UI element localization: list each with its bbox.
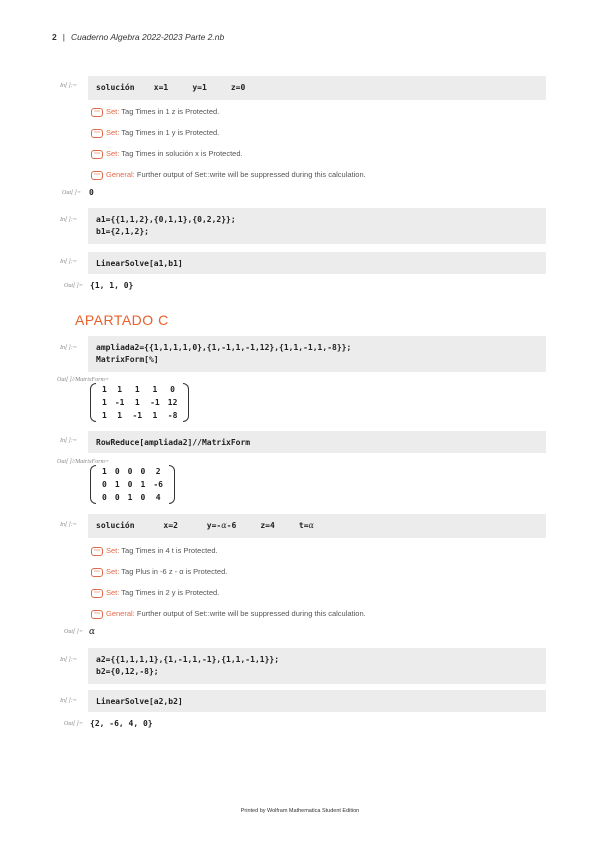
message-line bbox=[91, 170, 366, 180]
header-separator: | bbox=[62, 32, 65, 42]
matrix-output-ampliada2 bbox=[90, 383, 189, 422]
message-text: Tag Times in solución x is Protected. bbox=[119, 149, 243, 158]
matrix-row bbox=[98, 465, 167, 478]
in-label: In[ ]:= bbox=[60, 657, 77, 663]
matrix-cell: 0 bbox=[102, 480, 107, 489]
matrix-cell: 1 bbox=[102, 411, 107, 420]
output-cell: 0 bbox=[89, 188, 94, 197]
message-tag: Set: bbox=[106, 546, 120, 555]
matrix-cell: -1 bbox=[150, 398, 160, 407]
out-label: Out[ ]= bbox=[64, 283, 83, 289]
matrix-cell: 0 bbox=[127, 480, 133, 489]
message-tag: Set: bbox=[106, 588, 120, 597]
message-tag: Set: bbox=[106, 107, 120, 116]
matrix-cell: 1 bbox=[134, 385, 140, 394]
matrix-cell: 1 bbox=[152, 411, 158, 420]
message-line bbox=[91, 588, 219, 598]
input-cell-linearsolve-1[interactable]: LinearSolve[a1,b1] bbox=[88, 252, 546, 274]
matrix-cell: 4 bbox=[155, 493, 161, 502]
out-matrix-label: Out[ ]//MatrixForm= bbox=[57, 459, 109, 465]
message-line bbox=[91, 609, 366, 619]
message-dots-icon[interactable]: ⋯ bbox=[91, 610, 103, 619]
page-footer: Printed by Wolfram Mathematica Student Edition bbox=[240, 808, 360, 814]
matrix-row bbox=[98, 478, 167, 491]
message-line bbox=[91, 567, 227, 577]
matrix-cell: 1 bbox=[140, 480, 146, 489]
matrix-cell: 0 bbox=[102, 493, 107, 502]
message-dots-icon[interactable]: ⋯ bbox=[91, 568, 103, 577]
message-text: Further output of Set::write will be suppressed during this calculation. bbox=[134, 609, 366, 618]
message-text: Tag Times in 4 t is Protected. bbox=[119, 546, 218, 555]
in-label: In[ ]:= bbox=[60, 522, 77, 528]
matrix-cell: 0 bbox=[114, 467, 120, 476]
message-line bbox=[91, 546, 218, 556]
right-bracket bbox=[169, 465, 175, 504]
matrix-row bbox=[98, 396, 181, 409]
out-label: Out[ ]= bbox=[64, 721, 83, 727]
output-cell: {1, 1, 0} bbox=[90, 281, 134, 290]
matrix-cell: -1 bbox=[132, 411, 143, 420]
page-number: 2 bbox=[52, 32, 57, 42]
input-cell-solucion-2[interactable] bbox=[88, 514, 546, 538]
in-label: In[ ]:= bbox=[60, 698, 77, 704]
message-line bbox=[91, 128, 219, 138]
message-line bbox=[91, 107, 219, 117]
alpha-symbol: α bbox=[308, 521, 314, 530]
matrix-cell: 1 bbox=[102, 398, 107, 407]
in-label: In[ ]:= bbox=[60, 259, 77, 265]
matrix-cell: 0 bbox=[170, 385, 175, 394]
message-dots-icon[interactable]: ⋯ bbox=[91, 589, 103, 598]
message-tag: General: bbox=[106, 609, 135, 618]
matrix-cell: 1 bbox=[134, 398, 140, 407]
message-tag: General: bbox=[106, 170, 135, 179]
out-matrix-label: Out[ ]//MatrixForm= bbox=[57, 377, 109, 383]
message-dots-icon[interactable]: ⋯ bbox=[91, 108, 103, 117]
output-cell: {2, -6, 4, 0} bbox=[90, 719, 153, 728]
message-text: Further output of Set::write will be suppressed during this calculation. bbox=[134, 170, 366, 179]
matrix-cell: 1 bbox=[117, 411, 123, 420]
in-label: In[ ]:= bbox=[60, 345, 77, 351]
matrix-cell: 0 bbox=[114, 493, 120, 502]
matrix-row bbox=[98, 491, 167, 504]
input-text-part: solución x=2 y=- bbox=[96, 521, 222, 530]
left-bracket bbox=[90, 465, 96, 504]
input-cell-linearsolve-2[interactable]: LinearSolve[a2,b2] bbox=[88, 690, 546, 712]
matrix-table bbox=[98, 383, 181, 422]
matrix-cell: 1 bbox=[117, 385, 123, 394]
matrix-cell: 1 bbox=[152, 385, 158, 394]
matrix-output-rowreduce bbox=[90, 465, 175, 504]
matrix-cell: 12 bbox=[167, 398, 178, 407]
message-tag: Set: bbox=[106, 149, 120, 158]
message-line bbox=[91, 149, 243, 159]
matrix-row bbox=[98, 409, 181, 422]
in-label: In[ ]:= bbox=[60, 217, 77, 223]
matrix-table bbox=[98, 465, 167, 504]
notebook-title: Cuaderno Algebra 2022-2023 Parte 2.nb bbox=[70, 32, 225, 42]
message-dots-icon[interactable]: ⋯ bbox=[91, 150, 103, 159]
in-label: In[ ]:= bbox=[60, 83, 77, 89]
message-text: Tag Plus in -6 z - α is Protected. bbox=[119, 567, 228, 576]
matrix-cell: 1 bbox=[127, 493, 133, 502]
input-cell-a2-b2[interactable]: a2={{1,1,1,1},{1,-1,1,-1},{1,1,-1,1}}; b2={0,12,-8}; bbox=[88, 648, 546, 684]
alpha-symbol: α bbox=[221, 521, 227, 530]
message-dots-icon[interactable]: ⋯ bbox=[91, 547, 103, 556]
matrix-cell: -6 bbox=[153, 480, 163, 489]
left-bracket bbox=[90, 383, 96, 422]
input-cell-rowreduce[interactable]: RowReduce[ampliada2]//MatrixForm bbox=[88, 431, 546, 453]
message-dots-icon[interactable]: ⋯ bbox=[91, 171, 103, 180]
input-cell-a1-b1[interactable]: a1={{1,1,2},{0,1,1},{0,2,2}}; b1={2,1,2}; bbox=[88, 208, 546, 244]
out-label: Out[ ]= bbox=[64, 629, 83, 635]
message-text: Tag Times in 1 y is Protected. bbox=[119, 128, 220, 137]
matrix-cell: 0 bbox=[140, 467, 146, 476]
input-cell-ampliada2[interactable]: ampliada2={{1,1,1,1,0},{1,-1,1,-1,12},{1,1,-1,1,-8}}; MatrixForm[%] bbox=[88, 336, 546, 372]
matrix-row bbox=[98, 383, 181, 396]
matrix-cell: 2 bbox=[155, 467, 161, 476]
message-dots-icon[interactable]: ⋯ bbox=[91, 129, 103, 138]
input-cell-solucion-1[interactable]: solución x=1 y=1 z=0 bbox=[88, 76, 546, 100]
message-tag: Set: bbox=[106, 567, 120, 576]
matrix-cell: 0 bbox=[140, 493, 146, 502]
input-text-part: -6 z=4 t= bbox=[226, 521, 309, 530]
out-label: Out[ ]= bbox=[62, 190, 81, 196]
matrix-cell: -1 bbox=[114, 398, 125, 407]
page-header bbox=[52, 32, 224, 42]
section-title: APARTADO C bbox=[75, 312, 169, 328]
matrix-cell: 1 bbox=[102, 467, 107, 476]
right-bracket bbox=[183, 383, 189, 422]
message-text: Tag Times in 1 z is Protected. bbox=[119, 107, 220, 116]
matrix-cell: -8 bbox=[167, 411, 178, 420]
message-tag: Set: bbox=[106, 128, 120, 137]
matrix-cell: 0 bbox=[127, 467, 133, 476]
matrix-cell: 1 bbox=[102, 385, 107, 394]
matrix-cell: 1 bbox=[114, 480, 120, 489]
message-text: Tag Times in 2 y is Protected. bbox=[119, 588, 220, 597]
in-label: In[ ]:= bbox=[60, 438, 77, 444]
output-cell-alpha: α bbox=[89, 627, 96, 637]
